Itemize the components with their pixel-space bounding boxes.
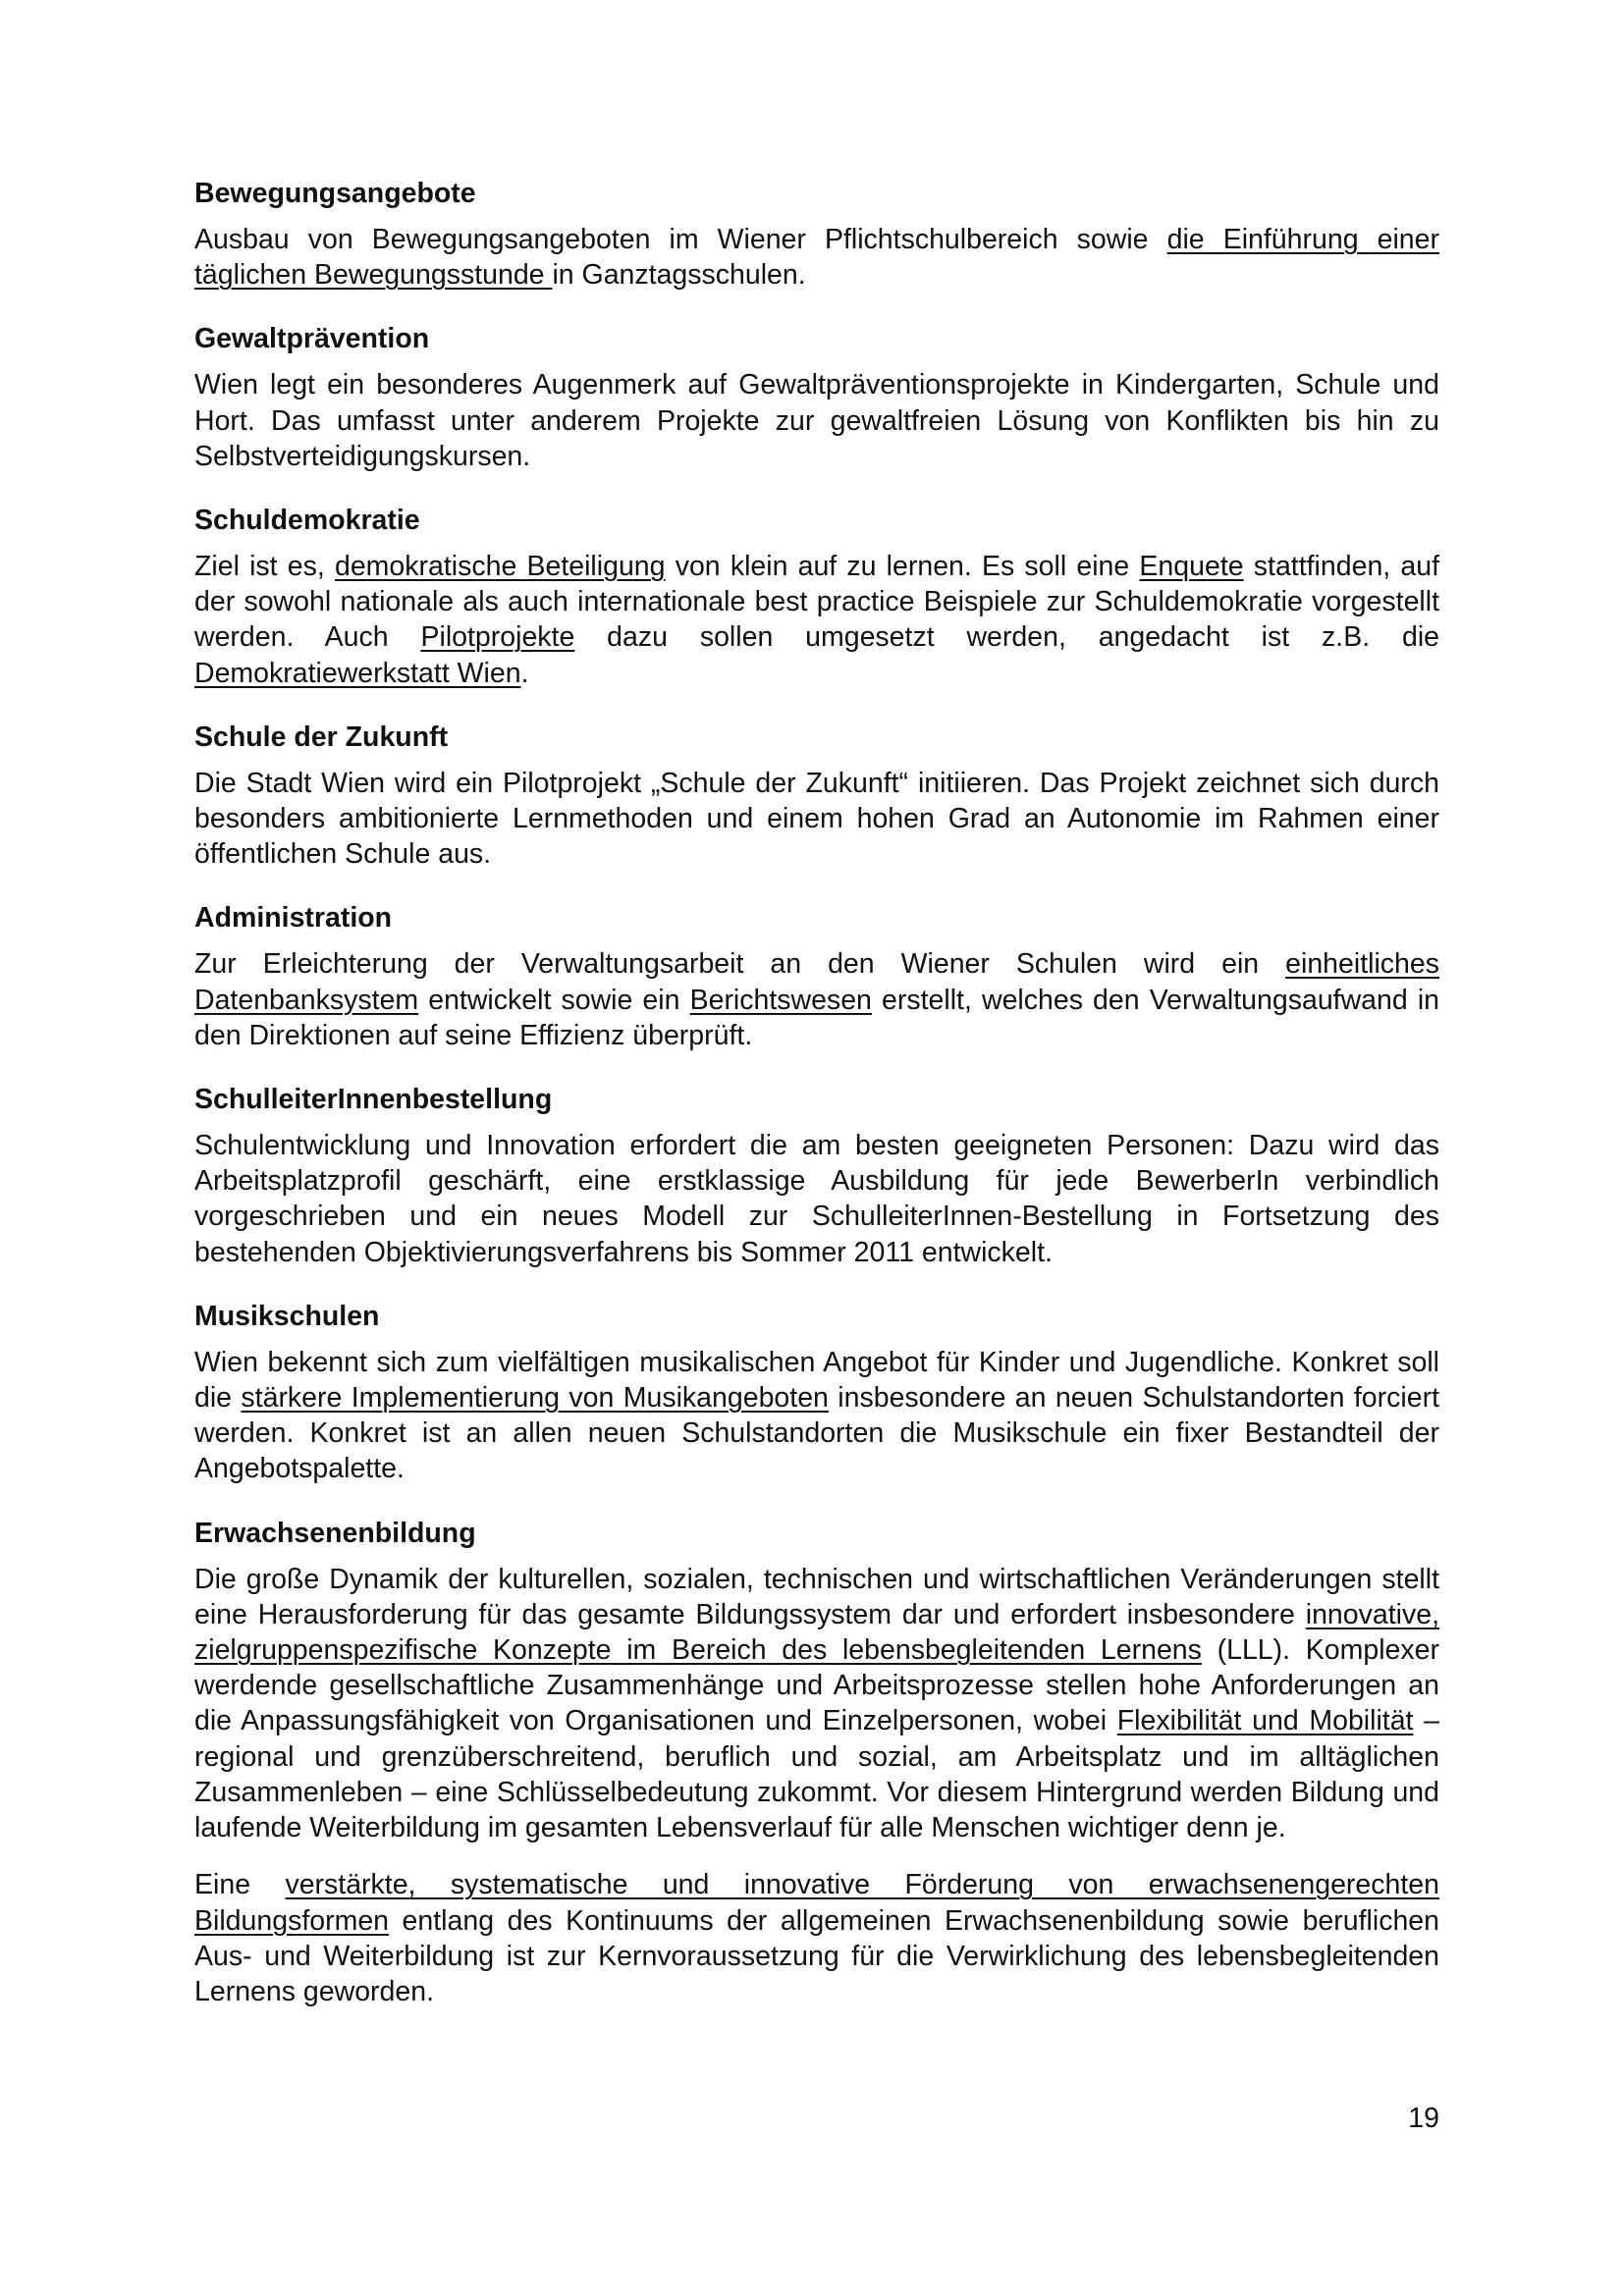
underlined-text: innovative, zielgruppenspezifische Konzepte im Bereich des lebensbegleitenden Lernens <box>194 1598 1439 1667</box>
page-number: 19 <box>1408 2103 1439 2134</box>
text-run: Die große Dynamik der kulturellen, sozialen, technischen und wirtschaftlichen Veränderungen stellt eine Herausforderung für das gesamte Bildungssystem dar und erfordert insbesondere <box>194 1563 1439 1630</box>
section <box>194 175 1439 293</box>
section-heading: Bewegungsangebote <box>194 178 476 209</box>
section <box>194 502 1439 691</box>
section <box>194 1081 1439 1270</box>
section-paragraph <box>194 1562 1439 1846</box>
section <box>194 320 1439 474</box>
underlined-text: Pilotprojekte <box>420 621 575 654</box>
text-run: in Ganztagsschulen. <box>552 259 806 292</box>
underlined-text: Demokratiewerkstatt Wien <box>194 657 521 689</box>
section-heading: SchulleiterInnenbestellung <box>194 1084 553 1116</box>
text-run: entwickelt sowie ein <box>418 984 690 1016</box>
section-paragraph <box>194 1345 1439 1487</box>
section <box>194 899 1439 1053</box>
text-run: erstellt, welches den Verwaltungsaufwand in den Direktionen auf seine Effizienz überprüft. <box>194 984 1440 1051</box>
underlined-text: demokratische Beteiligung <box>334 551 666 583</box>
section <box>194 1515 1439 2009</box>
section-heading: Schule der Zukunft <box>194 721 449 753</box>
text-run: Die Stadt Wien wird ein Pilotprojekt „Schule der Zukunft“ initiieren. Das Projekt zeichnet sich durch besonders ambitionierte Lernmethoden und einem hohen Grad an Autonomie im Rahmen einer öffentlichen Schule aus. <box>194 767 1439 871</box>
text-run: . <box>520 657 529 689</box>
text-run: von klein auf zu lernen. Es soll eine <box>665 551 1140 583</box>
text-run: entlang des Kontinuums der allgemeinen Erwachsenenbildung sowie beruflichen Aus- und Weiterbildung ist zur Kernvoraussetzung für die Verwirklichung des lebensbegleitenden Lernens geworden. <box>194 1904 1439 2007</box>
text-run: dazu sollen umgesetzt werden, angedacht ist z.B. die <box>574 621 1439 654</box>
section-paragraph <box>194 222 1439 293</box>
underlined-text: stärkere Implementierung von Musikangeboten <box>241 1382 829 1415</box>
text-run: Wien bekennt sich zum vielfältigen musikalischen Angebot für Kinder und Jugendliche. Konkret soll die <box>194 1346 1439 1415</box>
section-heading: Erwachsenenbildung <box>194 1517 476 1549</box>
page-content <box>194 175 1439 2037</box>
text-run: Wien legt ein besonderes Augenmerk auf Gewaltpräventionsprojekte in Kindergarten, Schule und Hort. Das umfasst unter anderem Projekte zur gewaltfreien Lösung von Konflikten bis hin zu Selbstverteidigungskursen. <box>194 369 1439 472</box>
section <box>194 1298 1439 1487</box>
text-run: Schulentwicklung und Innovation erfordert die am besten geeigneten Personen: Dazu wird das Arbeitsplatzprofil geschärft, eine erstklassige Ausbildung für jede BewerberIn verbindlich vorgeschrieben und ein neues Modell zur SchulleiterInnen-Bestellung in Fortsetzung des bestehenden Objektivierungsverfahrens bis Sommer 2011 entwickelt. <box>194 1130 1439 1268</box>
section-paragraph <box>194 766 1439 873</box>
underlined-text: einheitliches Datenbanksystem <box>194 948 1439 1016</box>
section-paragraph <box>194 946 1439 1053</box>
underlined-text: die Einführung einer täglichen Bewegungsstunde <box>194 224 1439 292</box>
text-run: Ausbau von Bewegungsangeboten im Wiener Pflichtschulbereich sowie <box>194 224 1167 255</box>
text-run: stattfinden, auf der sowohl nationale als auch internationale best practice Beispiele zur Schuldemokratie vorgestellt werden. Auch <box>194 551 1439 654</box>
text-run: Eine <box>194 1869 286 1901</box>
underlined-text: Berichtswesen <box>689 984 872 1016</box>
text-run: (LLL). Komplexer werdende gesellschaftliche Zusammenhänge und Arbeitsprozesse stellen hohe Anforderungen an die Anpassungsfähigkeit von Organisationen und Einzelpersonen, wobei <box>194 1634 1439 1737</box>
section-heading: Gewaltprävention <box>194 323 430 355</box>
section-heading: Musikschulen <box>194 1300 380 1332</box>
section-paragraph <box>194 1128 1439 1270</box>
text-run: – regional und grenzüberschreitend, beruflich und sozial, am Arbeitsplatz und im alltäglichen Zusammenleben – eine Schlüsselbedeutung zukommt. Vor diesem Hintergrund werden Bildung und laufende Weiterbildung im gesamten Lebensverlauf für alle Menschen wichtiger denn je. <box>194 1705 1439 1844</box>
underlined-text: Flexibilität und Mobilität <box>1116 1705 1414 1737</box>
section <box>194 719 1439 873</box>
section-paragraph <box>194 1867 1439 2009</box>
section-paragraph <box>194 367 1439 474</box>
section-heading: Administration <box>194 902 393 934</box>
text-run: insbesondere an neuen Schulstandorten forciert werden. Konkret ist an allen neuen Schulstandorten die Musikschule ein fixer Bestandteil der Angebotspalette. <box>194 1382 1439 1485</box>
section-heading: Schuldemokratie <box>194 505 420 537</box>
text-run: Ziel ist es, <box>194 551 335 583</box>
text-run: Zur Erleichterung der Verwaltungsarbeit an den Wiener Schulen wird ein <box>194 948 1286 981</box>
underlined-text: verstärkte, systematische und innovative Förderung von erwachsenengerechten Bildungsformen <box>194 1869 1439 1937</box>
section-paragraph <box>194 549 1439 691</box>
underlined-text: Enquete <box>1139 551 1244 583</box>
